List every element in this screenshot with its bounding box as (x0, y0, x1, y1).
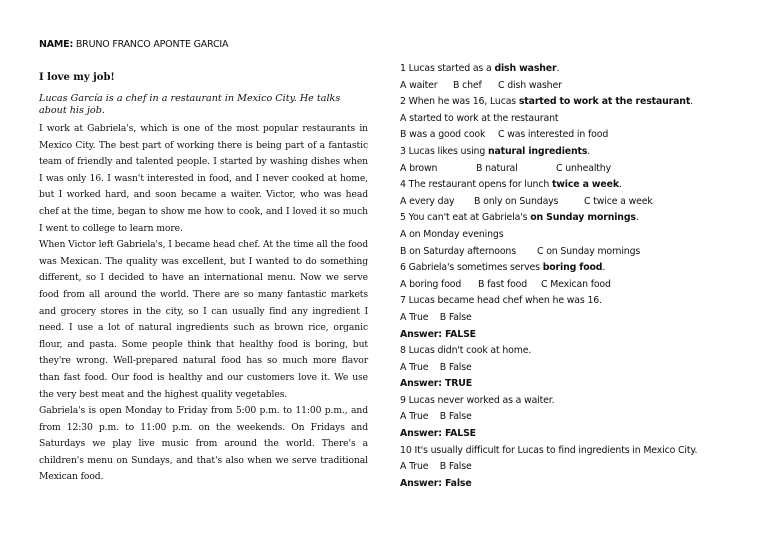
passage-intro: Lucas García is a chef in a restaurant in Mexico City. He talks about his job. (39, 93, 341, 116)
name-label: NAME: (39, 39, 74, 50)
student-name-line (39, 39, 228, 50)
question-4: 4 The restaurant opens for lunch twice a week. (400, 179, 622, 191)
question-8-answer: Answer: TRUE (400, 378, 472, 390)
question-9: 9 Lucas never worked as a waiter. (400, 394, 555, 406)
question-8-options: A True B False (400, 361, 472, 373)
passage-paragraph-2: When Victor left Gabriela's, I became head chef. At the time all the food was Mexican. The quality was excellent, but I wanted to do something different, so I decided to have an international menu. Now we serve food from all around the world. There are so many fantastic markets and grocery stores in the city, so I can usually find any ingredient I need. I use a lot of natural ingredients such as brown rice, organic flour, and pasta. Some people think that healthy food is boring, but they're wrong. Well-prepared natural food has so much more flavor than fast food. Our food is healthy and our customers love it. We use the very best meat and the highest quality vegetables. (39, 239, 368, 400)
question-4-options: A every day B only on Sundays C twice a week (400, 195, 653, 207)
question-2-option-a: A started to work at the restaurant (400, 112, 559, 124)
question-1: 1 Lucas started as a dish washer. (400, 63, 560, 74)
reading-passage (39, 72, 368, 486)
question-3: 3 Lucas likes using natural ingredients. (400, 145, 591, 157)
question-10-options: A True B False (400, 461, 472, 473)
passage-paragraph-3: Gabriela's is open Monday to Friday from 5:00 p.m. to 11:00 p.m., and from 12:30 p.m. to 11:00 p.m. on the weekends. On Fridays and Saturdays we play live music from around the world. There's a children's menu on Sundays, and that's also when we serve traditional Mexican food. (39, 405, 368, 483)
question-10: 10 It's usually difficult for Lucas to find ingredients in Mexico City. (400, 444, 698, 456)
question-6-options: A boring food B fast food C Mexican food (400, 278, 611, 290)
question-5-options-bc: B on Saturday afternoons C on Sunday mornings (400, 245, 641, 257)
question-3-options: A brown B natural C unhealthy (400, 162, 611, 174)
question-2: 2 When he was 16, Lucas started to work at the restaurant. (400, 96, 694, 108)
question-1-options: A waiter B chef C dish washer (400, 79, 562, 91)
question-10-answer: Answer: False (400, 477, 472, 489)
question-6: 6 Gabriela's sometimes serves boring food. (400, 262, 606, 274)
question-7-answer: Answer: FALSE (400, 328, 476, 340)
question-7-options: A True B False (400, 311, 472, 323)
question-9-options: A True B False (400, 411, 472, 423)
question-5-option-a: A on Monday evenings (400, 228, 504, 240)
question-8: 8 Lucas didn't cook at home. (400, 345, 532, 357)
question-5: 5 You can't eat at Gabriela's on Sunday mornings. (400, 212, 639, 224)
question-7: 7 Lucas became head chef when he was 16. (400, 295, 602, 307)
questions-panel (400, 61, 740, 492)
question-2-options-bc: B was a good cook C was interested in food (400, 129, 609, 141)
question-9-answer: Answer: FALSE (400, 428, 476, 440)
student-name: BRUNO FRANCO APONTE GARCIA (73, 39, 229, 50)
passage-title: I love my job! (39, 72, 115, 83)
passage-paragraph-1: I work at Gabriela's, which is one of the most popular restaurants in Mexico City. The best part of working there is being part of a fantastic team of friendly and talented people. I started by washing dishes when I was only 16. I wasn't interested in food, and I never cooked at home, but I worked hard, and soon became a waiter. Victor, who was head chef at the time, began to show me how to cook, and I loved it so much I went to college to learn more. (39, 123, 368, 234)
